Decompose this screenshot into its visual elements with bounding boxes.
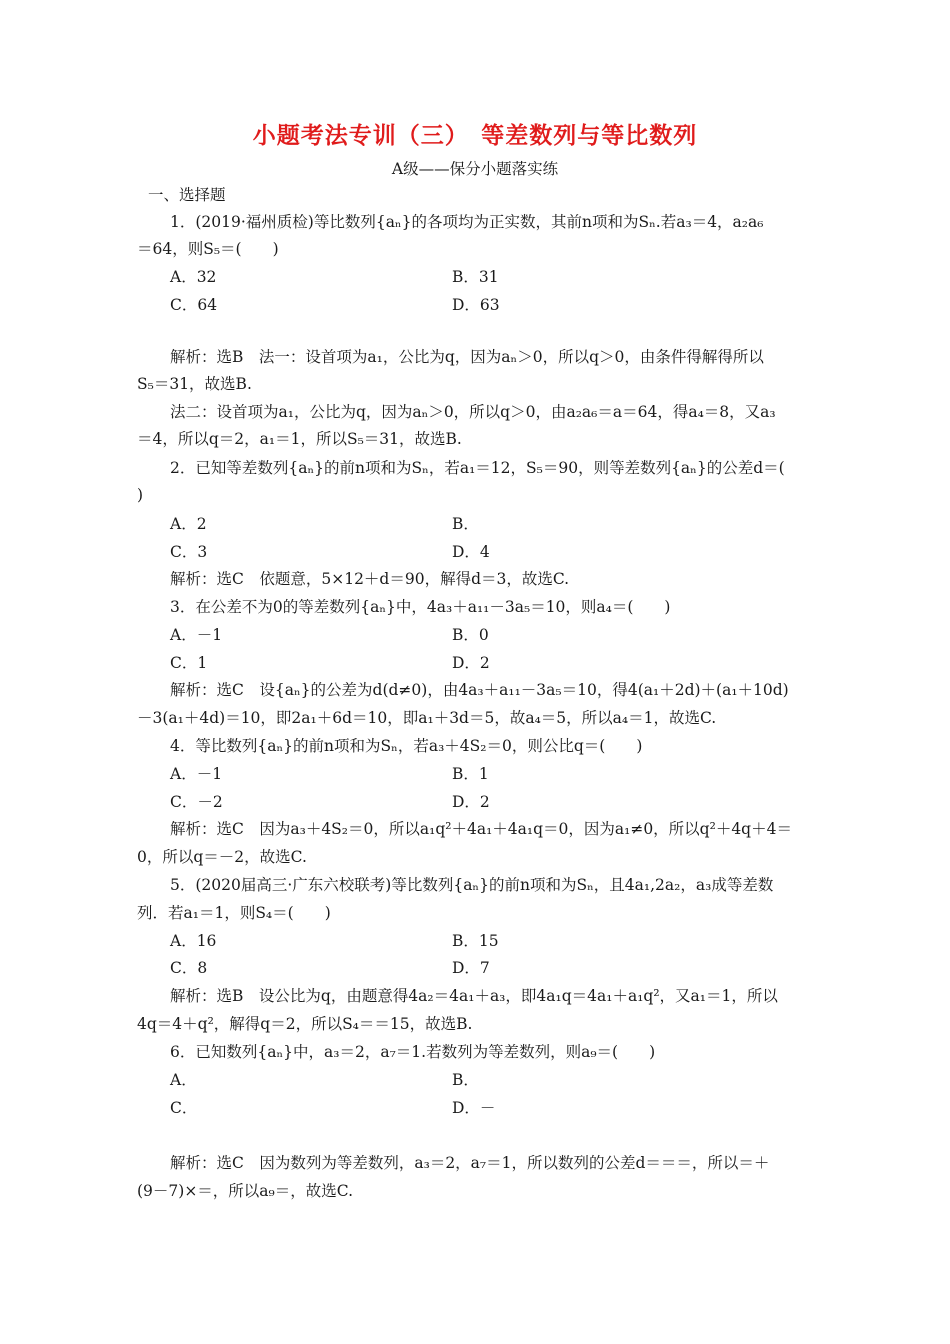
- question-2-line-1: 2．已知等差数列{aₙ}的前n项和为Sₙ，若a₁＝12，S₅＝90，则等差数列{aₙ}的公差d＝(: [170, 459, 785, 477]
- question-4-option-c: C．－2: [170, 793, 223, 811]
- question-3-option-a: A．－1: [170, 626, 223, 644]
- question-3-option-b: B．0: [452, 626, 489, 644]
- page-subtitle: A级——保分小题落实练: [391, 160, 559, 178]
- answer-4-line-2: 0，所以q＝－2，故选C.: [137, 848, 307, 866]
- question-1-option-c: C．64: [170, 296, 218, 314]
- question-5-option-c: C．8: [170, 959, 208, 977]
- question-5-option-b: B．15: [452, 932, 499, 950]
- section-heading: 一、选择题: [148, 186, 226, 204]
- question-1-option-a: A．32: [170, 268, 217, 286]
- question-4-option-d: D．2: [452, 793, 490, 811]
- answer-3-line-1: 解析：选C 设{aₙ}的公差为d(d≠0)，由4a₃＋a₁₁－3a₅＝10，得4(a₁＋2d)＋(a₁＋10d): [170, 681, 789, 699]
- question-5-option-a: A．16: [170, 932, 217, 950]
- question-6-option-b: B．: [452, 1071, 479, 1089]
- answer-1-line-2: S₅＝31，故选B.: [137, 375, 252, 393]
- question-5-line-1: 5．(2020届高三·广东六校联考)等比数列{aₙ}的前n项和为Sₙ，且4a₁,2a₂，a₃成等差数: [170, 876, 774, 894]
- question-2-option-c: C．3: [170, 543, 208, 561]
- question-4-line-1: 4．等比数列{aₙ}的前n项和为Sₙ，若a₃＋4S₂＝0，则公比q＝( ): [170, 737, 643, 755]
- question-6-option-d: D．－: [452, 1099, 496, 1117]
- question-3-option-c: C．1: [170, 654, 208, 672]
- question-5-line-2: 列．若a₁＝1，则S₄＝( ): [137, 904, 331, 922]
- question-1-option-b: B．31: [452, 268, 499, 286]
- question-1-line-2: ＝64，则S₅＝( ): [137, 240, 279, 258]
- answer-1-line-4: ＝4，所以q＝2，a₁＝1，所以S₅＝31，故选B.: [137, 430, 462, 448]
- question-4-option-a: A．－1: [170, 765, 223, 783]
- answer-6-line-2: (9－7)×＝，所以a₉＝，故选C.: [137, 1182, 353, 1200]
- answer-4-line-1: 解析：选C 因为a₃＋4S₂＝0，所以a₁q²＋4a₁＋4a₁q＝0，因为a₁≠0，所以q²＋4q＋4＝: [170, 820, 792, 838]
- question-3-option-d: D．2: [452, 654, 490, 672]
- question-2-option-a: A．2: [170, 515, 207, 533]
- question-4-option-b: B．1: [452, 765, 489, 783]
- question-1-line-1: 1．(2019·福州质检)等比数列{aₙ}的各项均为正实数，其前n项和为Sₙ.若a₃＝4，a₂a₆: [170, 213, 764, 231]
- question-6-option-c: C．: [170, 1099, 198, 1117]
- answer-3-line-2: －3(a₁＋4d)＝10，即2a₁＋6d＝10，即a₁＋3d＝5，故a₄＝5，所以a₄＝1，故选C.: [137, 709, 717, 727]
- question-2-line-2: ): [137, 486, 144, 504]
- answer-1-line-1: 解析：选B 法一：设首项为a₁，公比为q，因为aₙ＞0，所以q＞0，由条件得解得所以: [170, 348, 764, 366]
- question-6-line-1: 6．已知数列{aₙ}中，a₃＝2，a₇＝1.若数列为等差数列，则a₉＝( ): [170, 1043, 656, 1061]
- answer-2-line-1: 解析：选C 依题意，5×12＋d＝90，解得d＝3，故选C.: [170, 570, 570, 588]
- answer-6-line-1: 解析：选C 因为数列为等差数列，a₃＝2，a₇＝1，所以数列的公差d＝＝＝，所以＝＋: [170, 1154, 770, 1172]
- answer-5-line-1: 解析：选B 设公比为q，由题意得4a₂＝4a₁＋a₃，即4a₁q＝4a₁＋a₁q²，又a₁＝1，所以: [170, 987, 778, 1005]
- question-2-option-d: D．4: [452, 543, 490, 561]
- question-6-option-a: A．: [170, 1071, 197, 1089]
- question-1-option-d: D．63: [452, 296, 500, 314]
- question-5-option-d: D．7: [452, 959, 490, 977]
- page-title: 小题考法专训（三） 等差数列与等比数列: [252, 122, 698, 149]
- answer-1-line-3: 法二：设首项为a₁，公比为q，因为aₙ＞0，所以q＞0，由a₂a₆＝a＝64，得a₄＝8，又a₃: [170, 403, 776, 421]
- question-2-option-b: B．: [452, 515, 479, 533]
- answer-5-line-2: 4q＝4＋q²，解得q＝2，所以S₄＝＝15，故选B.: [137, 1015, 473, 1033]
- question-3-line-1: 3．在公差不为0的等差数列{aₙ}中，4a₃＋a₁₁－3a₅＝10，则a₄＝( ): [170, 598, 671, 616]
